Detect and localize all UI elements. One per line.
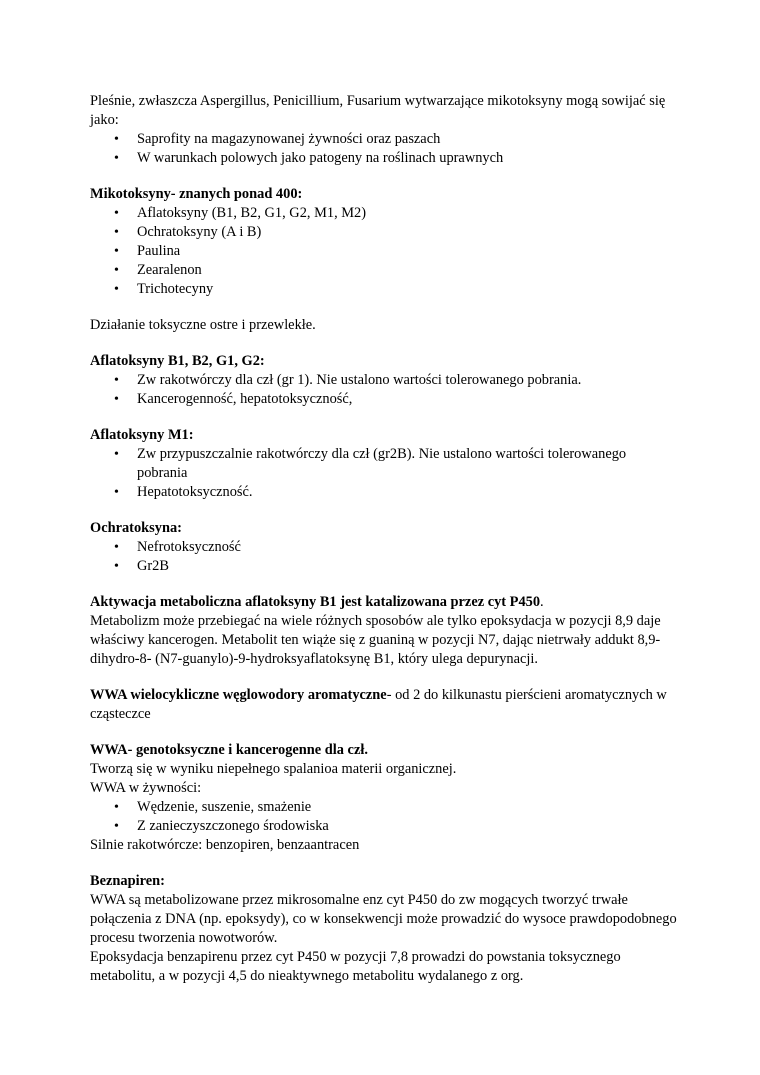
list-item: • Nefrotoksyczność <box>114 539 241 555</box>
spacer <box>90 335 680 352</box>
list-item: • Gr2B <box>114 558 169 574</box>
list-item: • Trichotecyny <box>114 281 214 297</box>
wwa-definition-term: WWA wielocykliczne węglowodory aromatyczne <box>90 687 387 703</box>
aktywacja-paragraph: Metabolizm może przebiegać na wiele różnych sposobów ale tylko epoksydacja w pozycji 8,9 daje właściwy kancerogen. Metabolit ten wiąże się z guaniną w pozycji N7, dając nietrwały addukt 8,9-dihydro-8- (N7-guanylo)-9-hydroksyaflatoksynę B1, który ulega depurynacji. <box>90 613 661 667</box>
wwa-definition-paragraph: WWA wielocykliczne węglowodory aromatyczne- od 2 do kilkunastu pierścieni aromatycznych w cząsteczce <box>90 687 667 722</box>
bullet-icon: • <box>114 282 119 297</box>
bullet-icon: • <box>114 800 119 815</box>
list-item: • Zw przypuszczalnie rakotwórczy dla czł (gr2B). Nie ustalono wartości tolerowanego pobrania <box>114 446 627 481</box>
aflatoksyny-m1-list <box>90 445 680 502</box>
aktywacja-heading-line: Aktywacja metaboliczna aflatoksyny B1 jest katalizowana przez cyt P450. <box>90 594 544 610</box>
spacer <box>90 299 680 316</box>
list-item: • W warunkach polowych jako patogeny na roślinach uprawnych <box>114 150 504 166</box>
spacer <box>90 502 680 519</box>
bullet-icon: • <box>114 819 119 834</box>
wwa-list <box>90 798 680 836</box>
wwa-line-3: Silnie rakotwórcze: benzopiren, benzaantracen <box>90 837 360 853</box>
bullet-icon: • <box>114 244 119 259</box>
dzialanie-paragraph: Działanie toksyczne ostre i przewlekłe. <box>90 317 316 333</box>
document-page <box>90 92 680 986</box>
wwa-line-1: Tworzą się w wyniku niepełnego spalanioa materii organicznej. <box>90 761 457 777</box>
spacer <box>90 669 680 686</box>
aflatoksyny-b-list <box>90 371 680 409</box>
list-item: • Kancerogenność, hepatotoksyczność, <box>114 391 353 407</box>
bullet-icon: • <box>114 263 119 278</box>
list-item: • Z zanieczyszczonego środowiska <box>114 818 329 834</box>
section-heading-aflatoksyny-m1: Aflatoksyny M1: <box>90 427 194 443</box>
section-heading-beznapiren: Beznapiren: <box>90 873 165 889</box>
spacer <box>90 724 680 741</box>
spacer <box>90 409 680 426</box>
bullet-icon: • <box>114 559 119 574</box>
section-heading-aflatoksyny-b: Aflatoksyny B1, B2, G1, G2: <box>90 353 265 369</box>
section-heading-ochratoksyna: Ochratoksyna: <box>90 520 182 536</box>
bullet-icon: • <box>114 225 119 240</box>
spacer <box>90 168 680 185</box>
mikotoksyny-list <box>90 204 680 299</box>
bullet-icon: • <box>114 392 119 407</box>
section-heading-mikotoksyny: Mikotoksyny- znanych ponad 400: <box>90 186 303 202</box>
wwa-line-2: WWA w żywności: <box>90 780 202 796</box>
list-item: • Aflatoksyny (B1, B2, G1, G2, M1, M2) <box>114 205 367 221</box>
bullet-icon: • <box>114 206 119 221</box>
list-item: • Zw rakotwórczy dla czł (gr 1). Nie ustalono wartości tolerowanego pobrania. <box>114 372 582 388</box>
ochratoksyna-list <box>90 538 680 576</box>
spacer <box>90 576 680 593</box>
beznapiren-paragraph-1: WWA są metabolizowane przez mikrosomalne enz cyt P450 do zw mogących tworzyć trwałe połączenia z DNA (np. epoksydy), co w konsekwencji może prowadzić do wysoce prawdopodobnego procesu tworzenia nowotworów. <box>90 892 677 946</box>
bullet-icon: • <box>114 373 119 388</box>
intro-list <box>90 130 680 168</box>
bullet-icon: • <box>114 132 119 147</box>
list-item: • Hepatotoksyczność. <box>114 484 253 500</box>
bullet-icon: • <box>114 485 119 500</box>
list-item: • Saprofity na magazynowanej żywności oraz paszach <box>114 131 441 147</box>
beznapiren-paragraph-2: Epoksydacja benzapirenu przez cyt P450 w pozycji 7,8 prowadzi do powstania toksycznego metabolitu, a w pozycji 4,5 do nieaktywnego metabolitu wydalanego z org. <box>90 949 621 984</box>
bullet-icon: • <box>114 540 119 555</box>
spacer <box>90 855 680 872</box>
list-item: • Paulina <box>114 243 181 259</box>
bullet-icon: • <box>114 447 119 462</box>
list-item: • Wędzenie, suszenie, smażenie <box>114 799 312 815</box>
intro-paragraph: Pleśnie, zwłaszcza Aspergillus, Penicillium, Fusarium wytwarzające mikotoksyny mogą sowijać się jako: <box>90 93 666 128</box>
bullet-icon: • <box>114 151 119 166</box>
aktywacja-heading: Aktywacja metaboliczna aflatoksyny B1 jest katalizowana przez cyt P450 <box>90 594 541 610</box>
list-item: • Ochratoksyny (A i B) <box>114 224 262 240</box>
section-heading-wwa: WWA- genotoksyczne i kancerogenne dla czł. <box>90 742 368 758</box>
list-item: • Zearalenon <box>114 262 202 278</box>
